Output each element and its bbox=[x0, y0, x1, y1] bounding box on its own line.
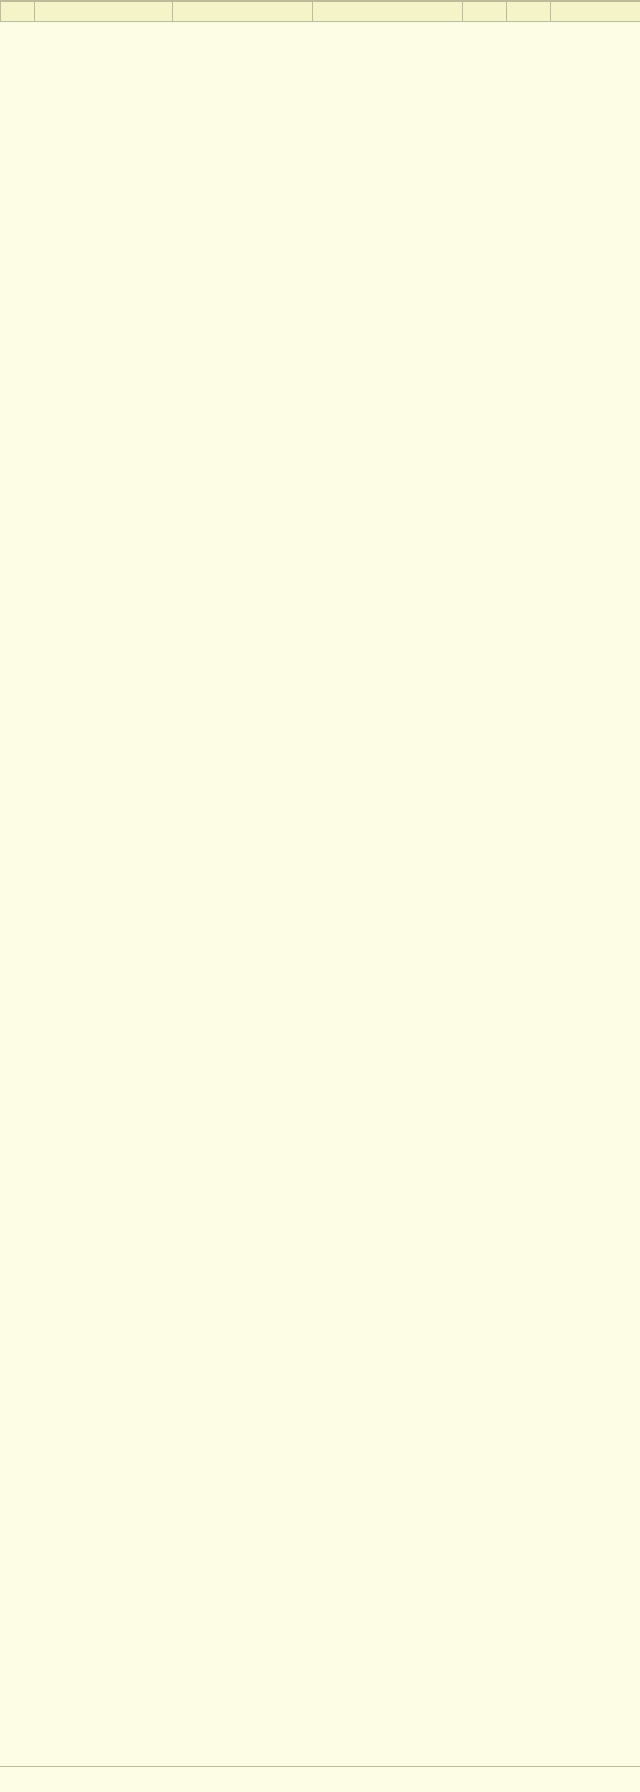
column-header-category bbox=[463, 2, 507, 22]
column-header-subcategory bbox=[507, 2, 551, 22]
schedule-table bbox=[0, 1, 640, 22]
column-header-time bbox=[551, 2, 640, 22]
column-header-venue bbox=[35, 2, 173, 22]
column-header-organizer bbox=[173, 2, 313, 22]
column-header-title bbox=[313, 2, 463, 22]
column-header-index bbox=[1, 2, 35, 22]
footnote bbox=[0, 1766, 640, 1792]
schedule-table-body bbox=[1, 2, 640, 22]
table-header-row bbox=[1, 2, 640, 22]
